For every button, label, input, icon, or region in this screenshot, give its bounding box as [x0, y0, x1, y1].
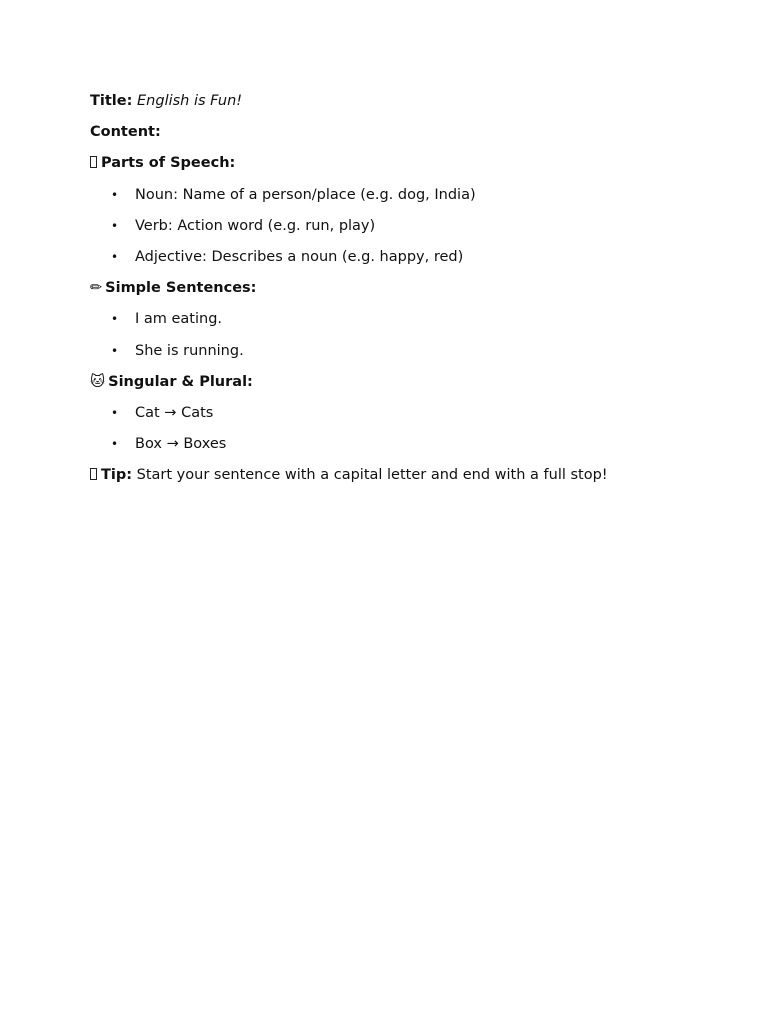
tip-label: Tip:	[101, 467, 133, 484]
list-item	[90, 404, 730, 435]
section-heading-text: Parts of Speech:	[101, 155, 236, 172]
content-line	[90, 123, 730, 154]
list-item-text: She is running.	[135, 342, 244, 359]
section-heading-text: Simple Sentences:	[105, 280, 257, 297]
tip-line	[90, 466, 730, 497]
bullet-icon: •	[111, 405, 119, 420]
document-body	[90, 92, 730, 497]
list-item	[90, 435, 730, 466]
list-item	[90, 248, 730, 279]
list-item-text: Noun: Name of a person/place (e.g. dog, India)	[135, 186, 476, 203]
list-item	[90, 342, 730, 373]
list-item	[90, 217, 730, 248]
pencil-icon: ✏	[90, 280, 103, 297]
section-heading-simple-sentences	[90, 279, 730, 310]
missing-glyph-icon	[90, 156, 97, 168]
list-item-text: Adjective: Describes a noun (e.g. happy, red)	[135, 248, 464, 265]
bullet-icon: •	[111, 187, 119, 202]
list-item	[90, 186, 730, 217]
bullet-icon: •	[111, 218, 119, 233]
section-heading-parts-of-speech	[90, 154, 730, 185]
content-label: Content:	[90, 124, 161, 141]
list-item-text: Cat → Cats	[135, 404, 214, 421]
list-item-text: Verb: Action word (e.g. run, play)	[135, 217, 376, 234]
bullet-icon: •	[111, 312, 119, 327]
bullet-icon: •	[111, 437, 119, 452]
section-heading-text: Singular & Plural:	[108, 373, 253, 390]
bullet-icon: •	[111, 249, 119, 264]
title-label: Title:	[90, 93, 133, 109]
list-item	[90, 310, 730, 341]
title-line	[90, 92, 730, 123]
list-item-text: I am eating.	[135, 311, 223, 328]
list-item-text: Box → Boxes	[135, 436, 227, 453]
cat-face-icon: 🐱	[90, 373, 106, 390]
bullet-icon: •	[111, 343, 119, 358]
title-value: English is Fun!	[137, 93, 243, 109]
section-heading-singular-plural	[90, 373, 730, 404]
missing-glyph-icon	[90, 468, 97, 480]
tip-text: Start your sentence with a capital letter and end with a full stop!	[136, 467, 608, 484]
